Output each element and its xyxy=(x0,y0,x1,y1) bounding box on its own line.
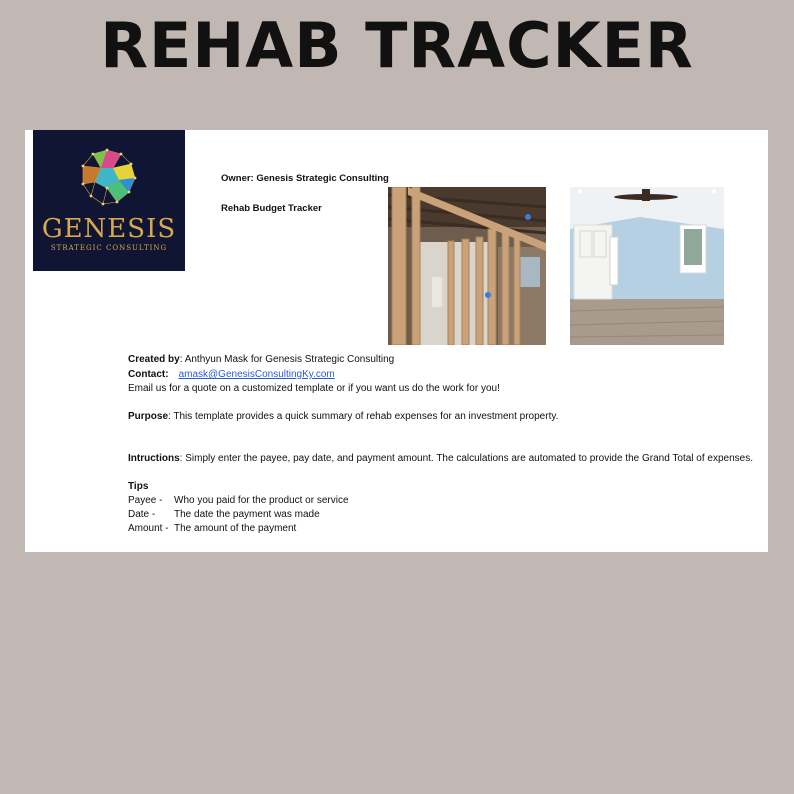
email-note: Email us for a quote on a customized template or if you want us do the work for you! xyxy=(128,383,500,394)
created-by-value: : Anthyun Mask for Genesis Strategic Consulting xyxy=(179,354,395,365)
tracker-title: Rehab Budget Tracker xyxy=(221,203,322,214)
contact-email-link[interactable]: amask@GenesisConsultingKy.com xyxy=(178,369,335,380)
created-by-label: Created by xyxy=(128,354,180,365)
tip-row xyxy=(128,509,320,520)
logo-wordmark: GENESIS xyxy=(41,214,177,244)
contact-separator: : xyxy=(165,369,169,380)
tips-heading: Tips xyxy=(128,481,149,492)
instructions-line xyxy=(128,453,753,464)
created-by-line xyxy=(128,354,394,365)
tip-value: Who you paid for the product or service xyxy=(174,495,349,506)
lion-head-icon xyxy=(73,144,145,212)
owner-label: Owner: Genesis Strategic Consulting xyxy=(221,173,389,184)
finished-room-photo xyxy=(570,187,724,345)
spreadsheet-preview xyxy=(25,130,768,552)
logo-tagline: STRATEGIC CONSULTING xyxy=(50,244,168,252)
contact-line xyxy=(128,369,335,380)
instructions-value: : Simply enter the payee, pay date, and payment amount. The calculations are automated to provide the Grand Total of expenses. xyxy=(179,453,753,464)
page-title: REHAB TRACKER xyxy=(100,9,694,82)
genesis-logo xyxy=(33,130,185,271)
contact-label: Contact xyxy=(128,369,166,380)
purpose-line xyxy=(128,411,558,422)
tip-key: Payee - xyxy=(128,495,163,506)
tip-row xyxy=(128,495,349,506)
instructions-label: Intructions xyxy=(128,453,180,464)
construction-photo xyxy=(388,187,546,345)
tip-value: The amount of the payment xyxy=(174,523,297,534)
tip-row xyxy=(128,523,296,534)
tip-key: Amount - xyxy=(128,523,169,534)
tip-key: Date - xyxy=(128,509,156,520)
purpose-value: : This template provides a quick summary of rehab expenses for an investment property. xyxy=(168,411,559,422)
purpose-label: Purpose xyxy=(128,411,169,422)
tip-value: The date the payment was made xyxy=(174,509,320,520)
